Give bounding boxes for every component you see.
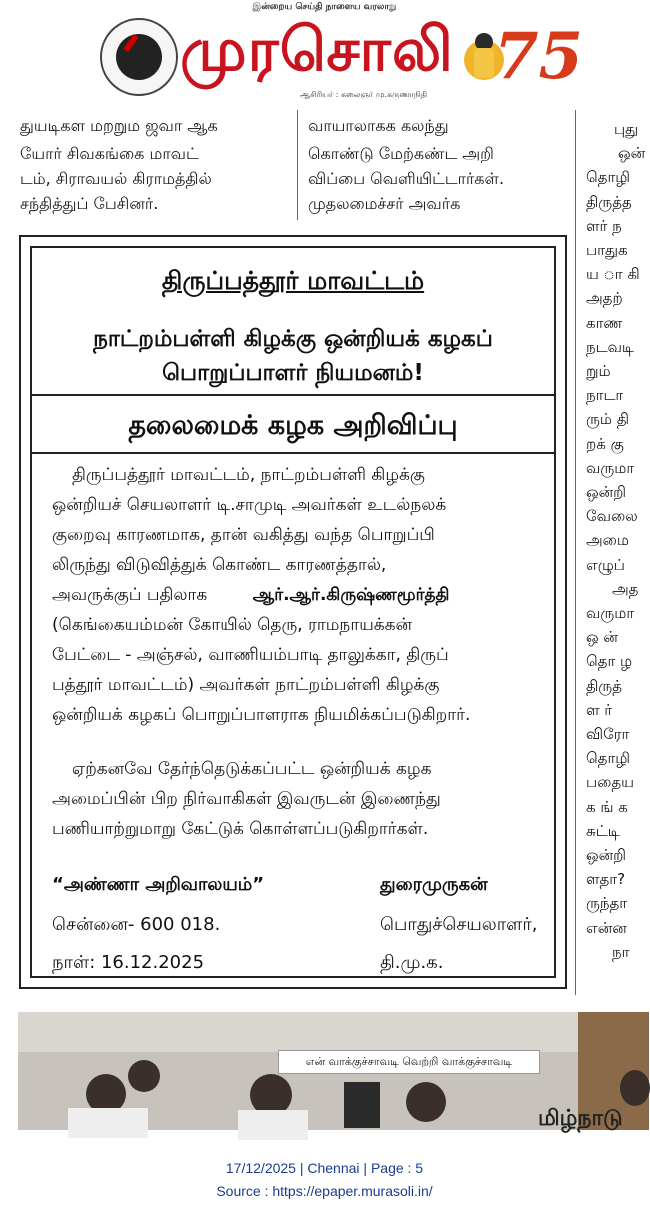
para-line xyxy=(52,580,538,610)
text-line: வருமா xyxy=(586,458,635,477)
para-text: அவருக்குப் பதிலாக xyxy=(52,585,208,605)
text-line: அமை xyxy=(586,531,629,550)
text-line: றக் கு xyxy=(586,434,624,453)
district-heading: திருப்பத்தூர் மாவட்டம் xyxy=(161,266,425,295)
footer-date-page: 17/12/2025 | Chennai | Page : 5 xyxy=(225,1160,424,1176)
text-line: தொ ழ xyxy=(586,652,633,671)
city-pincode: சென்னை- 600 018. xyxy=(52,914,221,935)
text-line: நாடா xyxy=(586,386,624,405)
para-line: திருப்பத்தூர் மாவட்டம், நாட்றம்பள்ளி கிழக்கு xyxy=(72,465,425,485)
text-line: விப்பை வெளியிட்டார்கள். xyxy=(308,169,505,188)
text-line: நா xyxy=(612,942,630,961)
text-line: யோர் சிவகங்கை மாவட் xyxy=(20,144,199,163)
place-name: “அண்ணா அறிவாலயம்” xyxy=(52,874,265,895)
notice-title: தலைமைக் கழக அறிவிப்பு xyxy=(128,410,458,441)
para-line: குறைவு காரணமாக, தான் வகித்து வந்த பொறுப்பி xyxy=(52,525,435,545)
column-divider xyxy=(297,110,298,220)
text-line: அத xyxy=(612,579,639,598)
text-line: க ங் க xyxy=(586,797,628,816)
appointment-headline: நாட்றம்பள்ளி கிழக்கு ஒன்றியக் கழகப் பொறுப்பாளர் நியமனம்! xyxy=(93,326,493,386)
para-line: அமைப்பின் பிற நிர்வாகிகள் இவருடன் இணைந்து xyxy=(52,789,441,809)
text-line: திருத்த xyxy=(586,192,632,211)
event-photo xyxy=(18,1012,649,1130)
text-line: முதலமைச்சர் அவர்க xyxy=(308,194,461,213)
editor-line: ஆசிரியர் : கலைஞர் மு.கருணாநிதி xyxy=(300,90,428,99)
text-line: ருந்தா xyxy=(586,894,628,913)
text-line: கொண்டு மேற்கண்ட அறி xyxy=(308,144,494,163)
para-line: பணியாற்றுமாறு கேட்டுக் கொள்ளப்படுகிறார்கள். xyxy=(52,819,429,839)
signatory-name: துரைமுருகன் xyxy=(380,874,488,895)
footer-source: Source : https://epaper.murasoli.in/ xyxy=(216,1183,433,1199)
paragraph-2 xyxy=(52,754,538,844)
text-line: தொழி xyxy=(586,749,631,768)
text-line: புது xyxy=(614,120,639,138)
paragraph-1 xyxy=(52,460,538,730)
text-line: சந்தித்துப் பேசினர். xyxy=(20,194,159,213)
para-line: (கெங்கையம்மன் கோயில் தெரு, ராமநாயக்கன் xyxy=(52,615,413,635)
text-line: சுட்டி xyxy=(586,821,620,840)
text-line: வருமா xyxy=(586,604,635,622)
podium-text: மிழ்நாடு xyxy=(538,1106,623,1131)
notice-date: நாள்: 16.12.2025 xyxy=(52,952,205,973)
text-line: டம், சிராவயல் கிராமத்தில் xyxy=(20,169,212,188)
text-line: ஒன்றி xyxy=(586,846,627,864)
masthead-tagline: இன்றைய செய்தி நாளைய வரலாறு xyxy=(252,2,397,12)
para-line: பத்தூர் மாவட்டம்) அவர்கள் நாட்றம்பள்ளி கிழக்கு xyxy=(52,675,440,695)
text-line: பதைய xyxy=(586,773,634,792)
party-name: தி.மு.க. xyxy=(380,952,444,973)
text-line: ளதா? xyxy=(586,870,626,889)
para-line: ஏற்கனவே தேர்ந்தெடுக்கப்பட்ட ஒன்றியக் கழக xyxy=(72,759,432,779)
text-line: ஒன்றி xyxy=(586,483,627,501)
text-line: அதற் xyxy=(586,289,623,308)
divider xyxy=(32,394,554,396)
text-line: துயடிகள மறறும ஜவா ஆக xyxy=(20,116,218,135)
para-line: ஒன்றியச் செயலாளர் டி.சாமுடி அவர்கள் உடல்நலக் xyxy=(52,495,447,515)
text-line: பாதுக xyxy=(586,241,628,259)
column-divider xyxy=(575,110,576,995)
signatory-designation: பொதுச்செயலாளர், xyxy=(380,914,538,935)
party-seal-logo xyxy=(100,18,178,96)
para-line: பேட்டை - அஞ்சல், வாணியம்பாடி தாலுக்கா, திருப் xyxy=(52,645,449,665)
text-line: தொழி xyxy=(586,168,631,187)
announcement-box xyxy=(19,235,567,989)
text-line: காண xyxy=(586,313,623,332)
newspaper-logo: முரசொலி xyxy=(180,15,454,85)
text-line: றும் xyxy=(586,362,611,380)
para-line: லிருந்து விடுவித்துக் கொண்ட காரணத்தால், xyxy=(52,555,387,575)
photo-banner: என் வாக்குச்சாவடி வெற்றி வாக்குச்சாவடி xyxy=(278,1050,540,1074)
anniversary-number: 75 xyxy=(494,19,584,94)
text-line: ய ா கி xyxy=(586,265,640,284)
text-line: நடவடி xyxy=(586,337,634,356)
text-line: வேலை xyxy=(586,507,638,526)
appointee-name: ஆர்.ஆர்.கிருஷ்ணமூர்த்தி xyxy=(252,585,450,605)
text-line: வாயாலாகக கலந்து xyxy=(308,116,449,135)
divider xyxy=(32,452,554,454)
text-line: ஒன் xyxy=(618,144,646,163)
text-line: எழுப் xyxy=(586,555,625,574)
75th-anniversary-emblem xyxy=(462,12,584,96)
para-line: ஒன்றியக் கழகப் பொறுப்பாளராக நியமிக்கப்படுகிறார். xyxy=(52,705,471,725)
text-line: ள ர் xyxy=(586,700,613,719)
masthead xyxy=(0,0,649,108)
text-line: திருத் xyxy=(586,676,622,695)
text-line: விரோ xyxy=(586,725,630,743)
text-line: ளர் ந xyxy=(586,216,622,235)
text-line: ஒ ன் xyxy=(586,628,618,647)
text-line: ரும் தி xyxy=(586,410,630,429)
text-line: என்ன xyxy=(586,918,627,937)
announcement-frame xyxy=(30,246,556,978)
